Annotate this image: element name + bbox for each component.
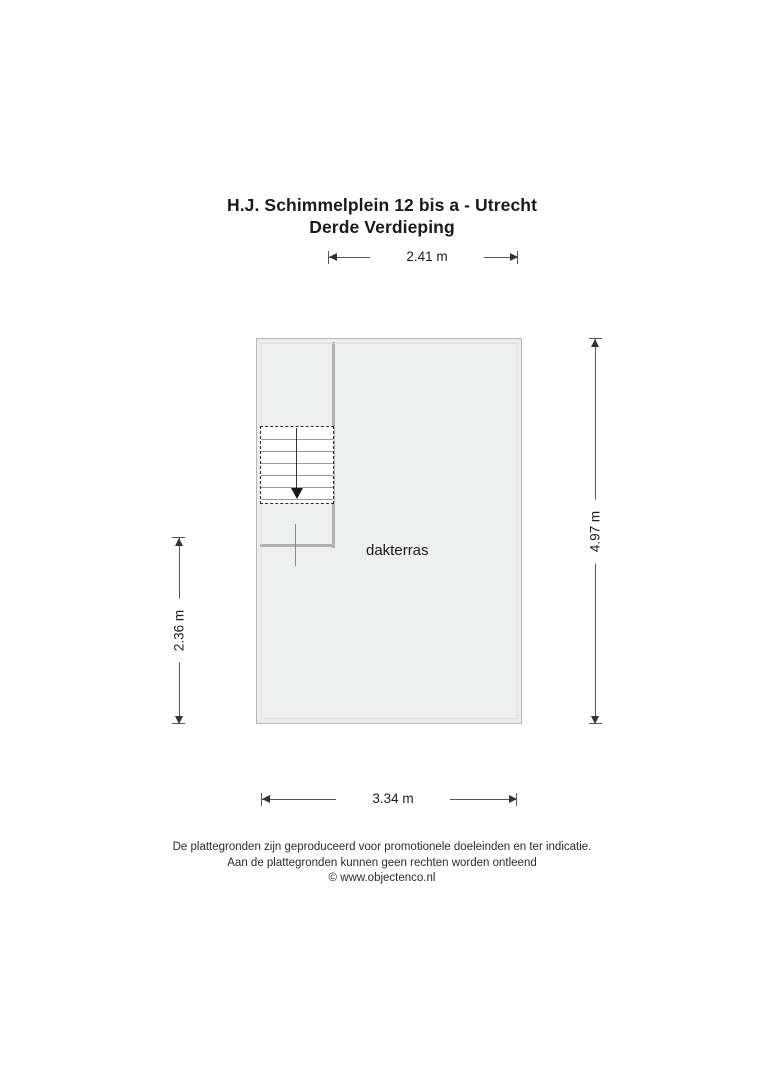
dimension-right-arrow-down-icon bbox=[591, 716, 599, 724]
dimension-top-arrow-right-icon bbox=[510, 253, 518, 261]
dimension-left-arrow-down-icon bbox=[175, 716, 183, 724]
dimension-left-label: 2.36 m bbox=[172, 599, 187, 663]
door-opening-icon bbox=[295, 524, 296, 566]
dimension-bottom-arrow-right-icon bbox=[509, 795, 517, 803]
dimension-right-arrow-up-icon bbox=[591, 339, 599, 347]
stair-tread bbox=[261, 499, 333, 500]
dimension-top-label: 2.41 m bbox=[370, 249, 484, 264]
dimension-top-arrow-left-icon bbox=[329, 253, 337, 261]
page-subtitle: Derde Verdieping bbox=[309, 217, 455, 237]
stair-direction-line bbox=[296, 428, 297, 490]
floorplan bbox=[256, 338, 522, 724]
dimension-bottom-label: 3.34 m bbox=[336, 791, 450, 806]
room-label-dakterras: dakterras bbox=[366, 542, 429, 559]
stair-direction-down-arrow-icon bbox=[291, 488, 303, 499]
disclaimer-line-2: Aan de plattegronden kunnen geen rechten worden ontleend bbox=[227, 856, 537, 869]
wall-texture bbox=[261, 343, 517, 719]
disclaimer-line-1: De plattegronden zijn geproduceerd voor promotionele doeleinden en ter indicatie. bbox=[172, 841, 592, 853]
dimension-left-arrow-up-icon bbox=[175, 538, 183, 546]
copyright-line: © www.objectenco.nl bbox=[328, 872, 436, 884]
page-title-block bbox=[0, 194, 764, 238]
disclaimer-footer bbox=[0, 840, 764, 887]
page-title: H.J. Schimmelplein 12 bis a - Utrecht bbox=[226, 195, 538, 215]
dimension-right-label: 4.97 m bbox=[588, 500, 603, 564]
dimension-bottom-arrow-left-icon bbox=[262, 795, 270, 803]
